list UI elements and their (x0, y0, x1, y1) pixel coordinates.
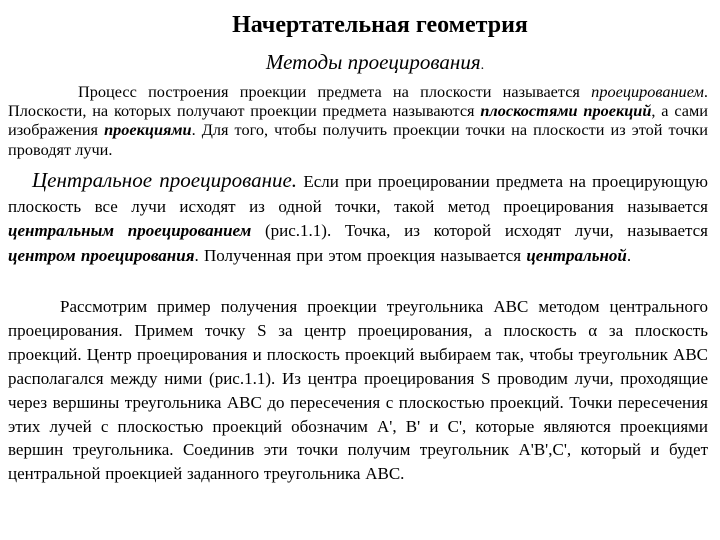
p2-term-projection-center: центром проецирования (8, 245, 195, 265)
p2-text-2: (рис.1.1). Точка, из которой исходят лучи, называется (251, 221, 708, 241)
p2-lead-heading: Центральное проецирование. (32, 168, 298, 192)
document-title: Начертательная геометрия (232, 12, 528, 38)
p1-text-4: . Для того, чтобы получить проекции точки на плоскости из этой точки проводят лучи. (8, 120, 708, 159)
p1-term-projection: проецированием (591, 82, 704, 101)
subtitle-text: Методы проецирования (265, 50, 481, 74)
p2-text-3: . Полученная при этом проекция называется (194, 245, 527, 265)
section-subtitle (0, 50, 720, 75)
subtitle-dot: . (480, 58, 485, 73)
paragraph-central-projection (8, 168, 708, 268)
paragraph-triangle-example (8, 295, 708, 486)
p1-text-3: , а сами изображения (8, 101, 708, 140)
p2-text-1: Если при проецировании предмета на проецирующую плоскость все лучи исходят из одной точки, такой метод проецирования называется (8, 172, 708, 216)
p1-term-projections: проекциями (104, 120, 192, 140)
paragraph-definition (8, 82, 708, 159)
p2-text-4: . (626, 245, 632, 265)
p1-term-projection-planes: плоскостями проекций (480, 101, 652, 121)
p3-text: Рассмотрим пример получения проекции треугольника АВС методом центрального проецирования. Примем точку S за центр проецирования, а плоскость α за плоскость проекций. Центр проецирования и плоскость проекций выбираем так, чтобы треугольник АВС располагался между ними (рис.1.1). Из центра проецирования S проводим лучи, проходящие через вершины треугольника АВС до пересечения с плоскостью проекций. Точки пересечения этих лучей с плоскостью проекций обозначим А', В' и С', которые являются проекциями вершин треугольника. Соединив эти точки получим треугольник А'В',С', который и будет центральной проекцией заданного треугольника АВС. (8, 297, 708, 484)
p1-text-1: Процесс построения проекции предмета на плоскости называется (78, 82, 592, 101)
p1-text-2: . Плоскости, на которых получают проекции предмета называются (8, 82, 708, 121)
p2-term-central-projection: центральным проецированием (8, 221, 252, 241)
p2-term-central: центральной (526, 245, 627, 265)
